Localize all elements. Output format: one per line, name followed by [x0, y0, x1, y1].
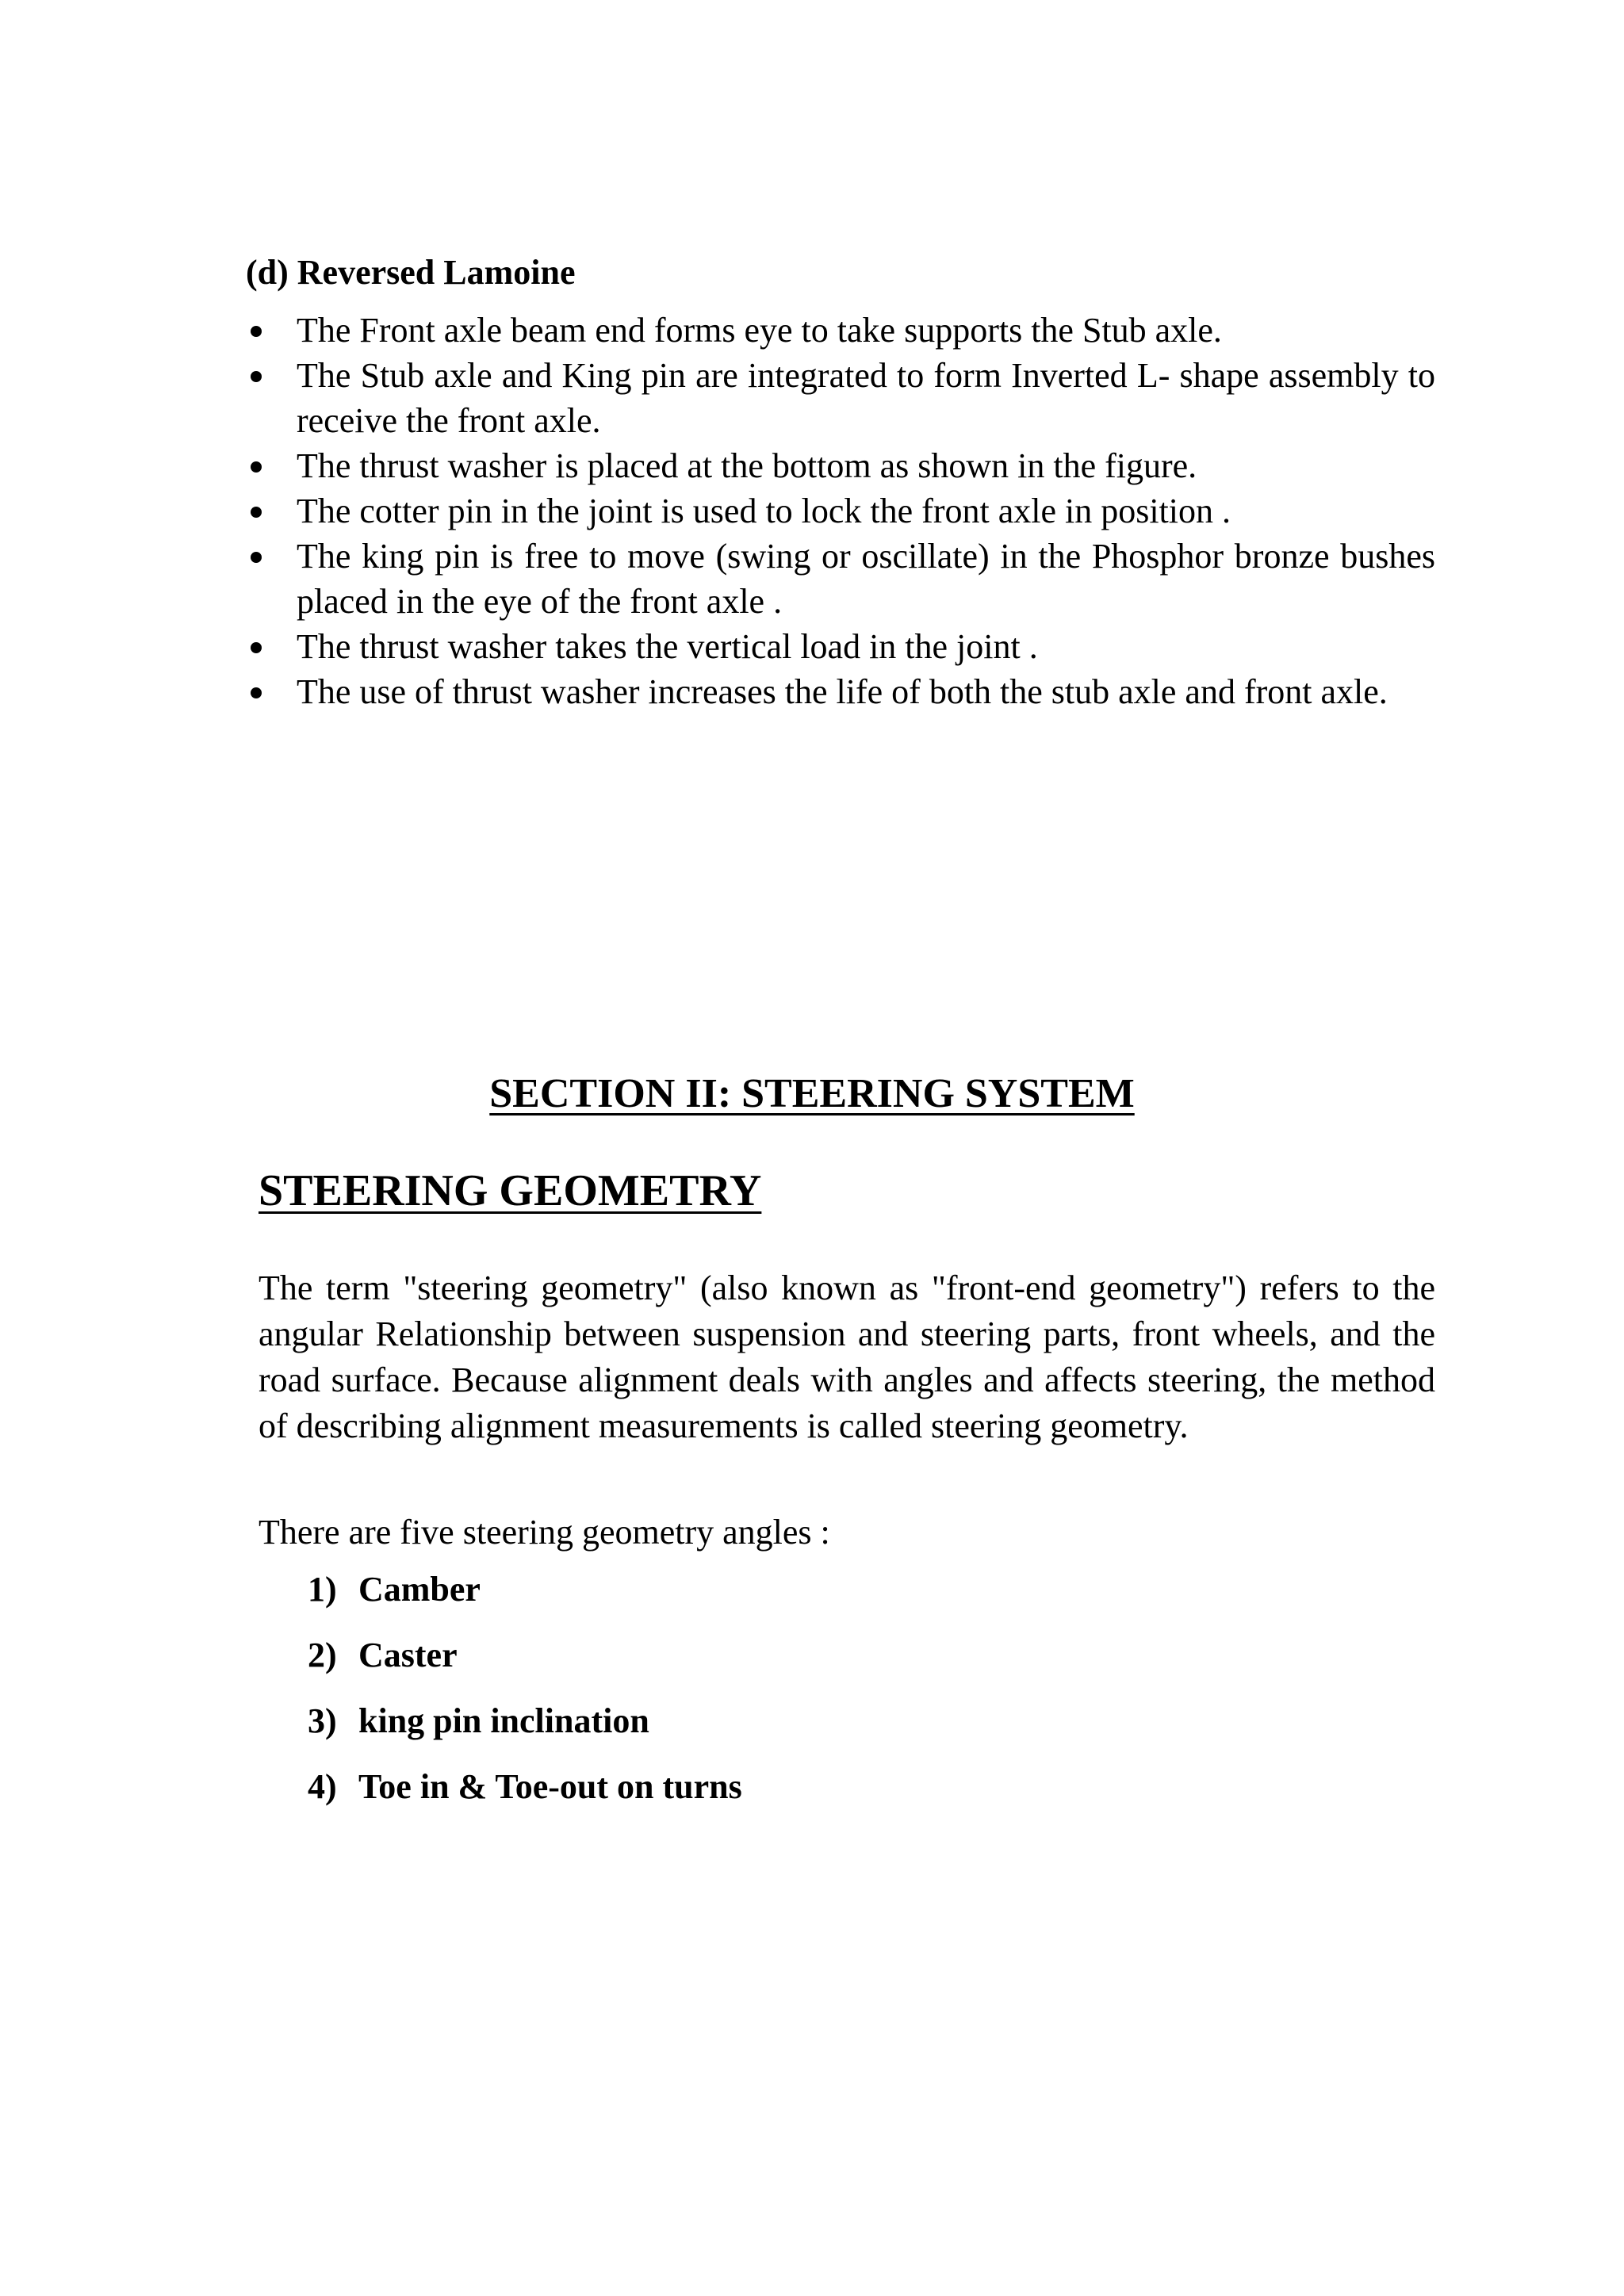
section-title: SECTION II: STEERING SYSTEM — [489, 1071, 1135, 1116]
bullet-dot-icon — [251, 507, 262, 518]
angle-number: 3) — [308, 1701, 337, 1740]
angle-item — [308, 1567, 742, 1632]
angle-label: Camber — [358, 1570, 481, 1609]
bullet-list — [238, 308, 1435, 714]
bullet-text: The cotter pin in the joint is used to lock the front axle in position . — [297, 492, 1231, 530]
sub-heading: (d) Reversed Lamoine — [246, 253, 576, 292]
bullet-item — [238, 488, 1435, 534]
topic-title: STEERING GEOMETRY — [259, 1166, 762, 1215]
angle-label: Toe in & Toe-out on turns — [358, 1767, 742, 1806]
angle-number: 2) — [308, 1636, 337, 1674]
definition-paragraph: The term "steering geometry" (also known as "front-end geometry") refers to the angular Relationship between suspension and steering parts, front wheels, and the road surface. Because alignment deals with angles and affects steering, the method of describing alignment measurements is called steering geometry. — [259, 1269, 1435, 1445]
bullet-item — [238, 624, 1435, 669]
bullet-text: The use of thrust washer increases the life of both the stub axle and front axle. — [297, 672, 1388, 711]
bullet-item — [238, 534, 1435, 624]
bullet-dot-icon — [251, 371, 262, 382]
bullet-dot-icon — [251, 461, 262, 473]
bullet-item — [238, 669, 1435, 714]
angle-number: 4) — [308, 1767, 337, 1806]
angle-number: 1) — [308, 1570, 337, 1609]
bullet-item — [238, 353, 1435, 443]
bullet-dot-icon — [251, 326, 262, 337]
bullet-text: The king pin is free to move (swing or oscillate) in the Phosphor bronze bushes placed in the eye of the front axle . — [297, 537, 1435, 621]
bullet-item — [238, 443, 1435, 488]
bullet-text: The Front axle beam end forms eye to take supports the Stub axle. — [297, 311, 1222, 350]
angle-item — [308, 1698, 742, 1764]
bullet-text: The Stub axle and King pin are integrated to form Inverted L- shape assembly to receive the front axle. — [297, 356, 1435, 440]
bullet-dot-icon — [251, 552, 262, 563]
angles-list — [308, 1567, 742, 1830]
bullet-dot-icon — [251, 642, 262, 653]
angle-label: king pin inclination — [358, 1701, 649, 1740]
angle-label: Caster — [358, 1636, 458, 1674]
bullet-text: The thrust washer is placed at the bottom as shown in the figure. — [297, 446, 1197, 485]
angles-intro: There are five steering geometry angles : — [259, 1513, 830, 1552]
bullet-item — [238, 308, 1435, 353]
bullet-dot-icon — [251, 687, 262, 698]
bullet-text: The thrust washer takes the vertical load in the joint . — [297, 627, 1038, 666]
angle-item — [308, 1632, 742, 1698]
angle-item — [308, 1764, 742, 1830]
